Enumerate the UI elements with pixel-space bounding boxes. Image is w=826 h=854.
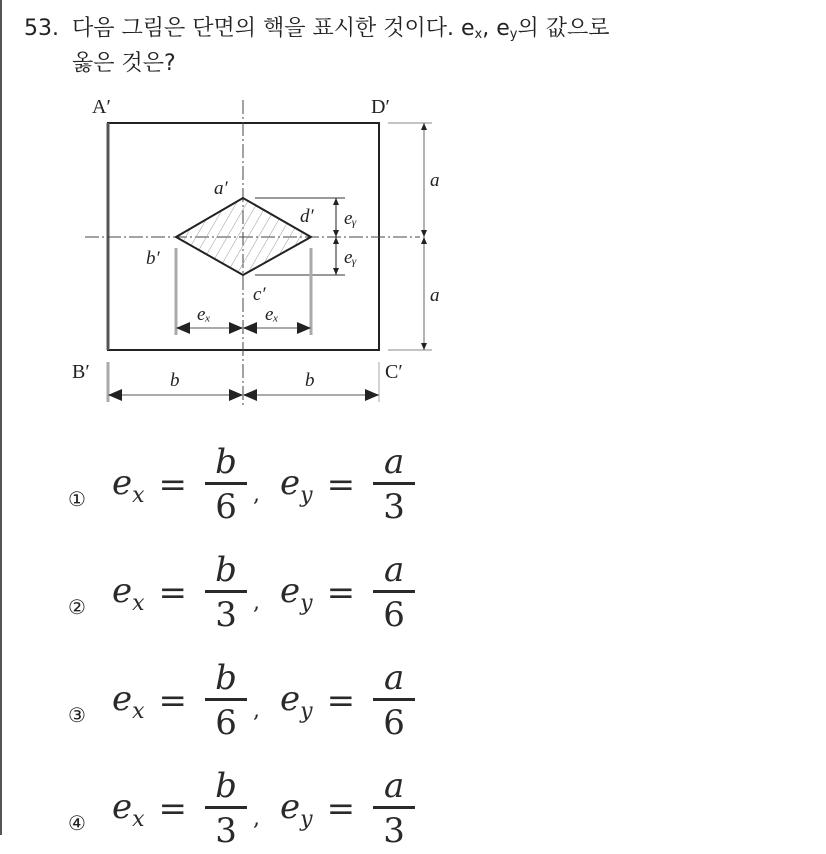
numerator: a bbox=[383, 441, 405, 482]
ey-subscript: y bbox=[300, 806, 313, 832]
ex-fraction bbox=[205, 442, 247, 529]
ey-subscript: y bbox=[300, 590, 313, 616]
corner-label-top-left: A′ bbox=[92, 96, 111, 118]
denominator: 6 bbox=[215, 702, 237, 743]
numerator: a bbox=[383, 657, 405, 698]
question-line-2: 옳은 것은? bbox=[72, 51, 176, 76]
ey-label-lower: eᵧ bbox=[344, 247, 357, 268]
option-formula bbox=[112, 550, 417, 637]
ex-subscript: x bbox=[132, 698, 145, 724]
vertex-label-c: c′ bbox=[253, 284, 266, 305]
b-label-left: b bbox=[170, 370, 180, 391]
equals-sign: = bbox=[158, 789, 188, 829]
comma: , bbox=[253, 805, 261, 831]
vertex-label-d: d′ bbox=[300, 206, 314, 227]
ex-variable: e bbox=[112, 570, 133, 611]
comma: , bbox=[253, 481, 261, 507]
ey-variable: e bbox=[280, 678, 301, 719]
option-formula bbox=[112, 766, 417, 853]
numerator: a bbox=[383, 765, 405, 806]
question-text: 의 값으로 bbox=[517, 16, 610, 41]
corner-label-bottom-left: B′ bbox=[72, 361, 90, 383]
ex-variable: e bbox=[112, 462, 133, 503]
ey-label-upper: eᵧ bbox=[344, 208, 357, 229]
denominator: 3 bbox=[215, 810, 237, 851]
equals-sign: = bbox=[326, 681, 356, 721]
ex-fraction bbox=[205, 550, 247, 637]
ey-fraction bbox=[373, 658, 415, 745]
option-number: ④ bbox=[68, 811, 86, 835]
ex-fraction bbox=[205, 658, 247, 745]
ey-variable: e bbox=[280, 786, 301, 827]
ey-subscript: y bbox=[300, 482, 313, 508]
subscript-y: y bbox=[509, 27, 518, 42]
a-label-lower: a bbox=[430, 285, 440, 306]
comma: , bbox=[253, 589, 261, 615]
numerator: b bbox=[215, 657, 237, 698]
equals-sign: = bbox=[326, 465, 356, 505]
denominator: 3 bbox=[383, 486, 405, 527]
ex-variable: e bbox=[112, 678, 133, 719]
corner-label-bottom-right: C′ bbox=[385, 361, 403, 383]
equals-sign: = bbox=[158, 681, 188, 721]
option-formula bbox=[112, 658, 417, 745]
option-number: ② bbox=[68, 595, 86, 619]
ey-fraction bbox=[373, 550, 415, 637]
ex-label-left: eₓ bbox=[197, 304, 211, 325]
section-kern-diagram bbox=[0, 0, 460, 420]
equals-sign: = bbox=[158, 465, 188, 505]
denominator: 6 bbox=[383, 702, 405, 743]
ey-variable: e bbox=[280, 570, 301, 611]
denominator: 3 bbox=[383, 810, 405, 851]
subscript-x: x bbox=[474, 27, 483, 42]
vertex-label-b: b′ bbox=[146, 248, 160, 269]
numerator: a bbox=[383, 549, 405, 590]
numerator: b bbox=[215, 765, 237, 806]
ex-subscript: x bbox=[132, 482, 145, 508]
answer-option-2[interactable] bbox=[68, 548, 417, 638]
ex-subscript: x bbox=[132, 806, 145, 832]
answer-option-3[interactable] bbox=[68, 656, 417, 746]
ex-variable: e bbox=[112, 786, 133, 827]
comma: , bbox=[253, 697, 261, 723]
option-formula bbox=[112, 442, 417, 529]
equals-sign: = bbox=[326, 573, 356, 613]
corner-label-top-right: D′ bbox=[371, 96, 390, 118]
equals-sign: = bbox=[326, 789, 356, 829]
ey-fraction bbox=[373, 766, 415, 853]
question-text: 다음 그림은 단면의 핵을 표시한 것이다. e bbox=[72, 16, 475, 41]
answer-option-1[interactable] bbox=[68, 440, 417, 530]
ex-fraction bbox=[205, 766, 247, 853]
denominator: 6 bbox=[383, 594, 405, 635]
ex-label-right: eₓ bbox=[265, 304, 279, 325]
answer-option-4[interactable] bbox=[68, 764, 417, 854]
ey-variable: e bbox=[280, 462, 301, 503]
option-number: ① bbox=[68, 487, 86, 511]
denominator: 3 bbox=[215, 594, 237, 635]
kern-rhombus bbox=[176, 198, 311, 275]
question-number: 53. bbox=[24, 16, 59, 41]
equals-sign: = bbox=[158, 573, 188, 613]
ex-subscript: x bbox=[132, 590, 145, 616]
numerator: b bbox=[215, 549, 237, 590]
denominator: 6 bbox=[215, 486, 237, 527]
a-label-upper: a bbox=[430, 170, 440, 191]
numerator: b bbox=[215, 441, 237, 482]
b-label-right: b bbox=[305, 370, 315, 391]
ey-fraction bbox=[373, 442, 415, 529]
question-text: , e bbox=[482, 16, 510, 41]
option-number: ③ bbox=[68, 703, 86, 727]
ey-subscript: y bbox=[300, 698, 313, 724]
vertex-label-a: a′ bbox=[214, 178, 228, 199]
